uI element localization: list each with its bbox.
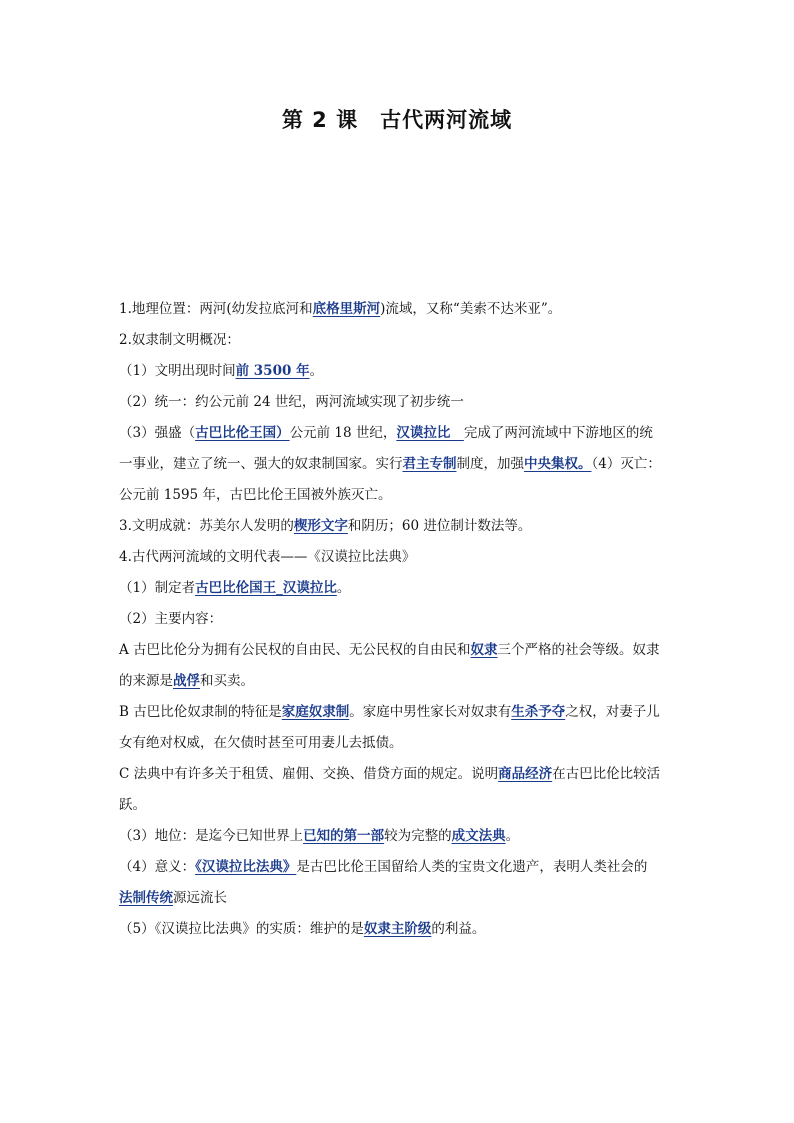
highlighted-answer: 《汉谟拉比法典》 — [195, 859, 297, 875]
highlighted-answer: 法制传统 — [119, 890, 173, 906]
text-segment: （3）强盛（ — [119, 425, 196, 441]
text-segment: 制度，加强 — [456, 456, 524, 472]
text-line — [119, 666, 679, 697]
text-segment: 3.文明成就：苏美尔人发明的 — [119, 518, 294, 534]
text-segment: )流域，又称“美索不达米亚”。 — [380, 301, 562, 317]
text-segment: A 古巴比伦分为拥有公民权的自由民、无公民权的自由民和 — [119, 642, 471, 658]
text-segment: 是古巴比伦王国留给人类的宝贵文化遗产，表明人类社会的 — [296, 859, 648, 875]
highlighted-answer: 奴隶 — [470, 642, 498, 658]
text-line — [119, 418, 679, 449]
text-segment: （4）意义： — [119, 859, 196, 875]
text-line — [119, 728, 679, 759]
highlighted-answer: 成文法典 — [451, 828, 506, 844]
highlighted-answer: 楔形文字 — [293, 518, 348, 534]
text-line — [119, 356, 679, 387]
text-segment: 源远流长 — [173, 890, 227, 906]
text-line — [119, 573, 679, 604]
highlighted-answer: 君主专制 — [402, 456, 457, 472]
highlighted-answer: 已知的第一部 — [303, 828, 385, 844]
text-line — [119, 480, 679, 511]
text-segment: （1）制定者 — [119, 580, 196, 596]
text-line — [119, 294, 679, 325]
text-line — [119, 697, 679, 728]
page-title: 第 2 课 古代两河流域 — [281, 108, 513, 132]
highlighted-answer: 商品经济 — [498, 766, 553, 782]
text-segment: （1）文明出现时间 — [119, 363, 236, 379]
text-segment: 跃。 — [119, 797, 146, 813]
text-segment: 公元前 18 世纪， — [289, 425, 397, 441]
highlighted-answer: 奴隶主阶级 — [363, 921, 432, 937]
text-line — [119, 883, 679, 914]
text-line — [119, 604, 679, 635]
highlighted-answer: 生杀予夺 — [511, 704, 566, 720]
text-segment: 较为完整的 — [384, 828, 452, 844]
document-body — [119, 294, 679, 945]
highlighted-answer: 家庭奴隶制 — [281, 704, 350, 720]
text-segment: 公元前 1595 年，古巴比伦王国被外族灭亡。 — [119, 487, 392, 503]
text-line — [119, 635, 679, 666]
highlighted-answer: 底格里斯河 — [312, 301, 381, 317]
text-segment: 完成了两河流域中下游地区的统 — [463, 425, 653, 441]
text-segment: 。 — [309, 363, 324, 379]
highlighted-answer: 前 3500 年 — [235, 363, 310, 379]
text-segment: （5）《汉谟拉比法典》的实质：维护的是 — [119, 921, 364, 937]
highlighted-answer: 战俘 — [173, 673, 200, 689]
text-segment: 之权，对妻子儿 — [565, 704, 660, 720]
text-line — [119, 449, 679, 480]
highlighted-answer: 古巴比伦国王_汉谟拉比 — [195, 580, 337, 596]
text-segment: C 法典中有许多关于租赁、雇佣、交换、借贷方面的规定。说明 — [119, 766, 499, 782]
text-segment: 三个严格的社会等级。奴隶 — [497, 642, 660, 658]
text-segment: （3）地位：是迄今已知世界上 — [119, 828, 304, 844]
text-segment: （4）灭亡： — [591, 456, 661, 472]
text-line — [119, 511, 679, 542]
text-segment: 的利益。 — [431, 921, 486, 937]
text-line — [119, 387, 679, 418]
highlighted-answer: 中央集权。 — [524, 456, 592, 472]
text-line — [119, 821, 679, 852]
text-segment: 一事业，建立了统一、强大的奴隶制国家。实行 — [119, 456, 403, 472]
text-segment: 和阴历；60 进位制计数法等。 — [347, 518, 532, 534]
text-segment: 的来源是 — [119, 673, 173, 689]
text-line — [119, 852, 679, 883]
text-line — [119, 542, 679, 573]
text-segment: （2）统一：约公元前 24 世纪，两河流域实现了初步统一 — [119, 394, 464, 410]
text-segment: 女有绝对权威，在欠债时甚至可用妻儿去抵债。 — [119, 735, 403, 751]
text-segment: 2.奴隶制文明概况： — [119, 332, 240, 348]
text-line — [119, 325, 679, 356]
highlighted-answer: 古巴比伦王国） — [195, 425, 290, 441]
text-line — [119, 790, 679, 821]
text-segment: 1.地理位置：两河(幼发拉底河和 — [119, 301, 313, 317]
text-segment: 在古巴比伦比较活 — [552, 766, 661, 782]
text-segment: （2）主要内容： — [119, 611, 223, 627]
text-segment: B 古巴比伦奴隶制的特征是 — [119, 704, 282, 720]
text-segment: 。家庭中男性家长对奴隶有 — [349, 704, 512, 720]
text-segment: 。 — [505, 828, 520, 844]
highlighted-answer: 汉谟拉比 — [396, 425, 464, 441]
text-line — [119, 759, 679, 790]
text-segment: 4.古代两河流域的文明代表——《汉谟拉比法典》 — [119, 549, 416, 565]
text-line — [119, 914, 679, 945]
text-segment: 。 — [336, 580, 351, 596]
text-segment: 和买卖。 — [200, 673, 254, 689]
